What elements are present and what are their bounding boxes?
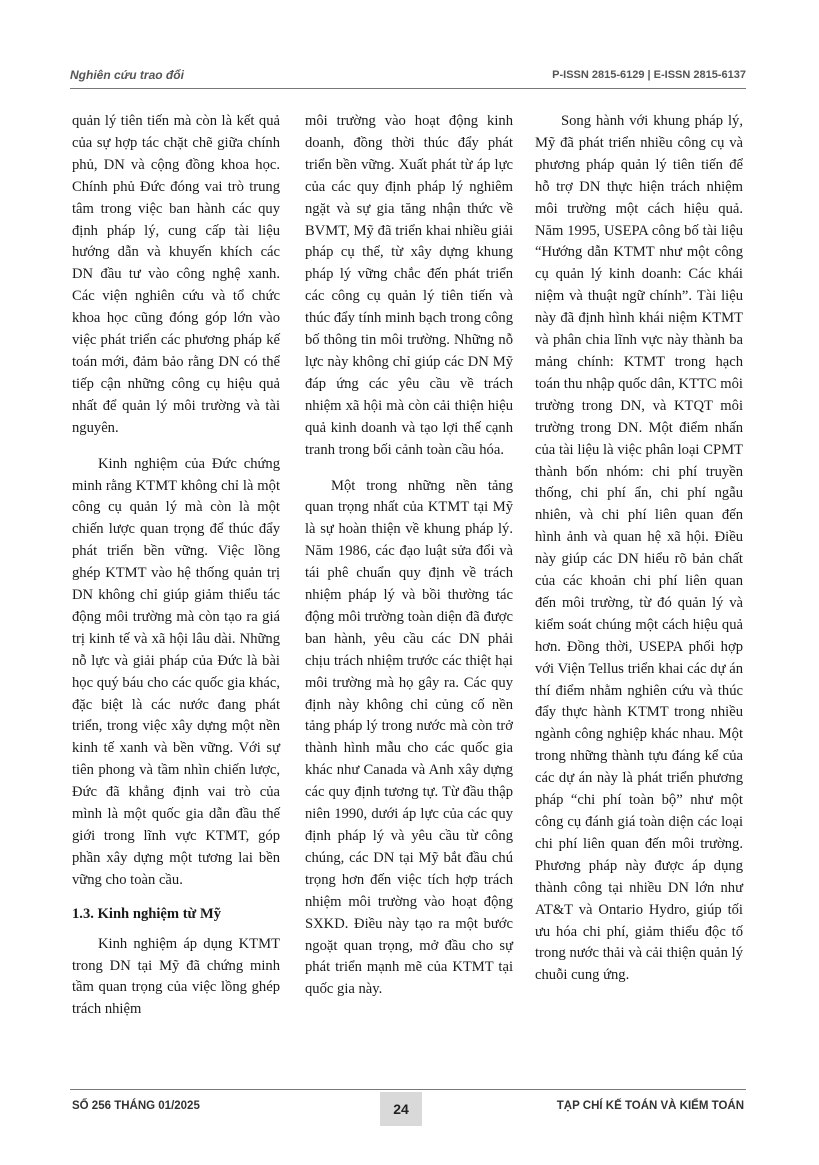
paragraph: Song hành với khung pháp lý, Mỹ đã phát triển nhiều công cụ và phương pháp quản lý tiên tiến để hỗ trợ DN thực hiện trách nhiệm môi trường một cách hiệu quả. Năm 1995, USEPA công bố tài liệu “Hướng dẫn KTMT như một công cụ quản lý kinh doanh: Các khái niệm và thuật ngữ chính”. Tài liệu này đã định hình khái niệm KTMT và phân chia lĩnh vực này thành ba mảng chính: KTMT trong hạch toán thu nhập quốc dân, KTTC môi trường trong DN, và KTQT môi trường trong DN. Một điểm nhấn của tài liệu là việc phân loại CPMT thành bốn nhóm: chi phí truyền thống, chi phí ẩn, chi phí ngẫu nhiên, và chi phí liên quan đến hình ảnh và quan hệ xã hội. Điều này giúp các DN hiểu rõ bản chất của các khoản chi phí liên quan đến môi trường, từ đó quản lý và kiểm soát chúng một cách hiệu quả hơn. Đồng thời, USEPA phối hợp với Viện Tellus triển khai các dự án thí điểm nhằm nghiên cứu và thúc đẩy thực hành KTMT trong nhiều ngành công nghiệp khác nhau. Một trong những thành tựu đáng kể của các dự án này là phát triển phương pháp “chi phí toàn bộ” như một công cụ đánh giá toàn diện các loại chi phí liên quan đến môi trường. Phương pháp này được áp dụng thành công tại nhiều DN lớn như AT&T và Ontario Hydro, giúp tối ưu hóa chi phí, giảm thiểu độc tố trong nước thải và cải thiện quản lý chuỗi cung ứng.	[535, 113, 743, 984]
paragraph: Kinh nghiệm của Đức chứng minh rằng KTMT không chỉ là một công cụ quản lý mà còn là một chiến lược quan trọng để thúc đẩy phát triển bền vững. Việc lồng ghép KTMT vào hệ thống quản trị DN không chỉ giúp giảm thiểu tác động môi trường mà còn tạo ra giá trị kinh tế và xã hội lâu dài. Những nỗ lực và giải pháp của Đức là bài học quý báu cho các quốc gia khác, đặc biệt là các nước đang phát triển, trong việc xây dựng một nền kinh tế xanh và bền vững. Với sự tiên phong và tầm nhìn chiến lược, Đức đã khẳng định vai trò của mình là một quốc gia dẫn đầu thế giới trong lĩnh vực KTMT, góp phần xây dựng một tương lai bền vững cho toàn cầu.	[72, 455, 280, 888]
paragraph: quản lý tiên tiến mà còn là kết quả của sự hợp tác chặt chẽ giữa chính phủ, DN và cộng đồng khoa học. Chính phủ Đức đóng vai trò trung tâm trong việc ban hành các quy định pháp lý, cung cấp tài liệu hướng dẫn và khuyến khích các DN đầu tư vào công nghệ xanh. Các viện nghiên cứu và tổ chức khoa học cũng đóng góp lớn vào việc phát triển các phương pháp kế toán mới, đảm bảo rằng DN có thể tiếp cận những công cụ hiệu quả nhất để quản lý môi trường và tài nguyên.	[72, 113, 280, 436]
paragraph: Kinh nghiệm áp dụng KTMT trong DN tại Mỹ đã chứng minh tầm quan trọng của việc lồng ghép trách nhiệm	[72, 935, 280, 1018]
page-header	[70, 66, 746, 84]
text-column-1	[72, 111, 280, 1021]
section-label: Nghiên cứu trao đổi	[70, 68, 184, 82]
journal-name: TẠP CHÍ KẾ TOÁN VÀ KIỂM TOÁN	[556, 1100, 744, 1112]
page-number: 24	[380, 1092, 422, 1126]
paragraph: môi trường vào hoạt động kinh doanh, đồng thời thúc đẩy phát triển bền vững. Xuất phát từ áp lực của các quy định pháp lý nghiêm ngặt và sự gia tăng nhận thức về BVMT, Mỹ đã triển khai nhiều giải pháp cụ thể, từ xây dựng khung pháp lý vững chắc đến phát triển các công cụ quản lý tiên tiến và thúc đẩy tính minh bạch trong công bố thông tin môi trường. Những nỗ lực này không chỉ giúp các DN Mỹ đáp ứng các yêu cầu về trách nhiệm xã hội mà còn cải thiện hiệu quả kinh doanh và tạo lợi thế cạnh tranh trong bối cảnh toàn cầu hóa.	[305, 113, 513, 458]
paragraph: Một trong những nền tảng quan trọng nhất của KTMT tại Mỹ là sự hoàn thiện về khung pháp lý. Năm 1986, các đạo luật sửa đổi và tái phê chuẩn quy định về trách nhiệm pháp lý và bồi thường tác động môi trường toàn diện đã được ban hành, yêu cầu các DN phải chịu trách nhiệm trước các thiệt hại môi trường mà họ gây ra. Các quy định này không chỉ củng cố nền tảng pháp lý trong nước mà còn trở thành hình mẫu cho các quốc gia khác như Canada và Anh xây dựng các quy định tương tự. Từ đầu thập niên 1990, dưới áp lực của các quy định pháp lý và yêu cầu từ công chúng, các DN tại Mỹ bắt đầu chú trọng hơn đến việc tích hợp trách nhiệm môi trường vào hoạt động SXKD. Điều này tạo ra một bước ngoặt quan trọng, mở đầu cho sự phát triển mạnh mẽ của KTMT tại quốc gia này.	[305, 477, 513, 998]
text-column-3	[535, 111, 743, 987]
issue-label: SỐ 256 THÁNG 01/2025	[72, 1100, 200, 1112]
text-column-2	[305, 111, 513, 1001]
header-divider	[70, 88, 746, 89]
footer-divider	[70, 1089, 746, 1090]
issn-label: P-ISSN 2815-6129 | E-ISSN 2815-6137	[552, 69, 746, 81]
section-heading: 1.3. Kinh nghiệm từ Mỹ	[72, 905, 222, 922]
page-footer	[70, 1092, 746, 1132]
